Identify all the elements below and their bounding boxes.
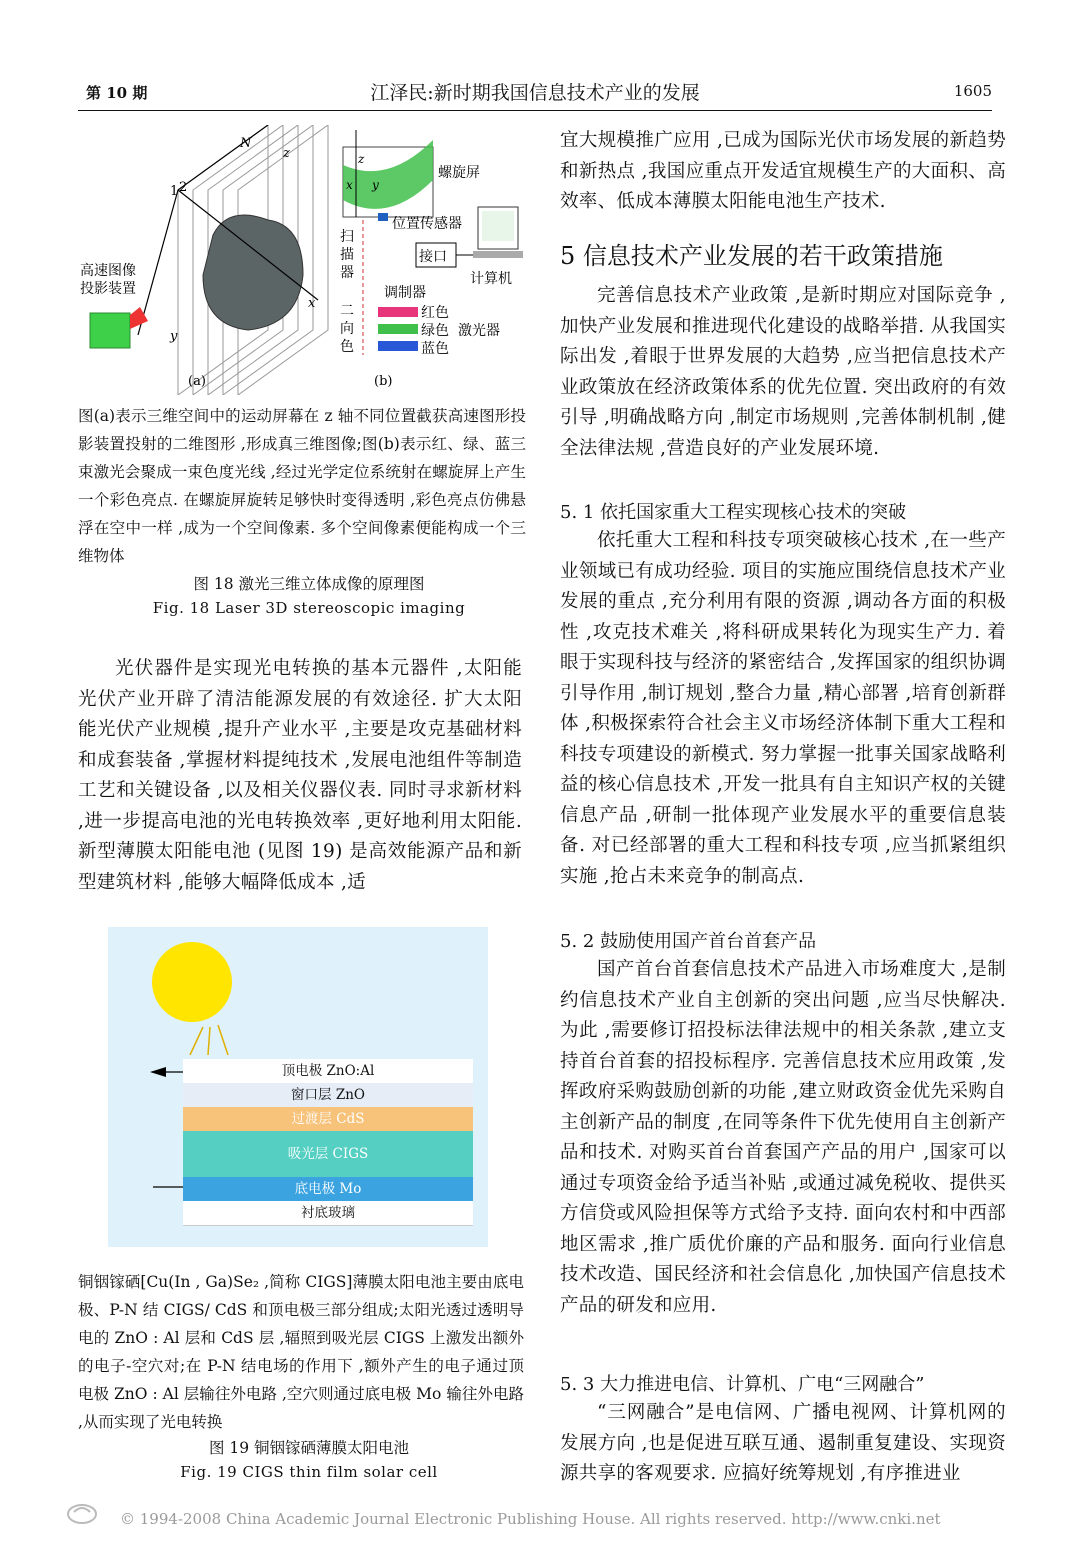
figure-19-title-cn: 图 19 铜铟镓硒薄膜太阳电池 (208, 1439, 410, 1457)
right-continuation: 宜大规模推广应用 ,已成为国际光伏市场发展的新趋势和新热点 ,我国应重点开发适宜规模生产的大面积、高效率、低成本薄膜太阳能电池生产技术. (560, 130, 1006, 212)
header-rule (78, 110, 992, 111)
axis-z-label-a: z (283, 146, 290, 161)
axis-y-label-a: y (170, 329, 178, 344)
figure-19-caption: 铜铟镓硒[Cu(In , Ga)Se₂ ,简称 CIGS]薄膜太阳电池主要由底电极、P-N 结 CIGS/ CdS 和顶电极三部分组成;太阳光透过透明导电的 ZnO : Al 层和 CdS 层 ,辐照到吸光层 CIGS 上激发出额外的电子-空穴对;在 P-N 结电场的作用下 ,额外产生的电子通过顶电极 ZnO : Al 层输往外电路 ,空穴则通过底电极 Mo 输往外电路 ,从而实现了光电转换 (78, 1273, 524, 1431)
dichroic-label-3: 色 (340, 339, 354, 355)
dichroic-label-1: 二 (340, 303, 354, 319)
helix-label: 螺旋屏 (438, 165, 480, 181)
label-1: 1 (170, 184, 179, 199)
layer-5: 底电极 Mo (183, 1177, 473, 1202)
projector-box (90, 313, 130, 348)
red-label: 红色 (421, 305, 449, 321)
publisher-logo (60, 1500, 104, 1530)
projector-label-line2: 投影装置 (80, 281, 136, 297)
keyboard-icon (473, 251, 523, 258)
section-5-3-paragraph: “三网融合”是电信网、广播电视网、计算机网的发展方向 ,也是促进互联互通、遏制重复建设、实现资源共享的客观要求. 应搞好统筹规划 ,有序推进业 (560, 1402, 1006, 1484)
label-2: 2 (179, 180, 188, 195)
scanner-label-3: 器 (340, 265, 354, 281)
axis-y-label-b: y (372, 178, 379, 192)
layer-3: 过渡层 CdS (183, 1107, 473, 1132)
figure-19-diagram (108, 927, 488, 1247)
computer-label: 计算机 (470, 271, 512, 287)
red-laser-icon (378, 307, 418, 317)
layer-1: 顶电极 ZnO:Al (183, 1059, 473, 1084)
page-number: 1605 (953, 82, 992, 100)
layer-6: 衬底玻璃 (183, 1201, 473, 1226)
section-5-heading: 5 信息技术产业发展的若干政策措施 (560, 242, 943, 270)
section-5-1-paragraph: 依托重大工程和科技专项突破核心技术 ,在一些产业领域已有成功经验. 项目的实施应围绕信息技术产业发展的重点 ,充分利用有限的资源 ,调动各方面的积极性 ,攻克技术难关 ,将科研成果转化为现实生产力. 着眼于实现科技与经济的紧密结合 ,发挥国家的组织协调引导作用 ,制订规划 ,整合力量 ,精心部署 ,培育创新群体 ,积极探索符合社会主义市场经济体制下重大工程和科技专项建设的新模式. 努力掌握一批事关国家战略利益的核心信息技术 ,开发一批具有自主知识产权的关键信息产品 ,研制一批体现产业发展水平的重要信息装备. 对已经部署的重大工程和科技专项 ,应当抓紧组织实施 ,抢占未来竞争的制高点. (560, 530, 1006, 887)
figure-18-diagram (78, 125, 540, 395)
section-5-2-paragraph: 国产首台首套信息技术产品进入市场难度大 ,是制约信息技术产业自主创新的突出问题 ,应当尽快解决. 为此 ,需要修订招投标法律法规中的相关条款 ,建立支持首台首套的招投标程序. 完善信息技术应用政策 ,发挥政府采购鼓励创新的功能 ,建立财政资金优先采购自主创新产品的制度 ,在同等条件下优先使用自主创新产品和技术. 对购买首台首套国产产品的用户 ,国家可以通过专项资金给予适当补贴 ,或通过减免税收、提供买方信贷或风险担保等方式给予支持. 面向农村和中西部地区需求 ,推广质优价廉的产品和服务. 面向行业信息技术改造、国民经济和社会信息化 ,加快国产信息技术产品的研发和应用. (560, 959, 1006, 1316)
blue-laser-icon (378, 341, 418, 351)
projector-label-line1: 高速图像 (80, 263, 136, 279)
axis-x-label-b: x (346, 178, 353, 192)
figure-18-title-en: Fig. 18 Laser 3D stereoscopic imaging (152, 599, 466, 617)
green-laser-icon (378, 324, 418, 334)
helix-screen (343, 130, 433, 217)
sensor-icon (378, 213, 388, 221)
scanner-label-2: 描 (340, 247, 354, 263)
axis-z-label-b: z (358, 152, 365, 166)
section-5-2-heading: 5. 2 鼓励使用国产首台首套产品 (560, 931, 817, 952)
figure-18-title-cn: 图 18 激光三维立体成像的原理图 (193, 575, 425, 593)
green-label: 绿色 (421, 323, 449, 339)
modulator-label: 调制器 (384, 285, 426, 301)
laser-label: 激光器 (458, 323, 500, 339)
scanner-label-1: 扫 (340, 229, 354, 245)
sensor-label: 位置传感器 (392, 216, 462, 232)
subfig-a-label: (a) (188, 374, 206, 389)
figure-19-title-en: Fig. 19 CIGS thin film solar cell (180, 1463, 438, 1481)
blue-label: 蓝色 (421, 341, 449, 357)
running-title: 江泽民:新时期我国信息技术产业的发展 (370, 82, 700, 104)
axis-n-label: N (240, 136, 252, 151)
interface-label: 接口 (419, 249, 447, 265)
volumetric-object (203, 215, 303, 330)
figure-18-caption: 图(a)表示三维空间中的运动屏幕在 z 轴不同位置截获高速图形投影装置投射的二维图形 ,形成真三维图像;图(b)表示红、绿、蓝三束激光会聚成一束色度光线 ,经过光学定位系统射在螺旋屏上产生一个彩色亮点. 在螺旋屏旋转足够快时变得透明 ,彩色亮点仿佛悬浮在空中一样 ,成为一个空间像素. 多个空间像素便能构成一个三维物体 (78, 407, 526, 565)
axis-x-label-a: x (308, 296, 316, 311)
layer-2: 窗口层 ZnO (183, 1083, 473, 1108)
issue-number: 第 10 期 (86, 84, 148, 102)
subfig-b-label: (b) (374, 374, 393, 389)
copyright-footer: © 1994-2008 China Academic Journal Electronic Publishing House. All rights reserved. http://www.cnki.net (120, 1510, 941, 1528)
section-5-3-heading: 5. 3 大力推进电信、计算机、广电“三网融合” (560, 1374, 925, 1395)
left-body-paragraph: 光伏器件是实现光电转换的基本元器件 ,太阳能光伏产业开辟了清洁能源发展的有效途径. 扩大太阳能光伏产业规模 ,提升产业水平 ,主要是攻克基础材料和成套装备 ,掌握材料提纯技术 ,发展电池组件等制造工艺和关键设备 ,以及相关仪器仪表. 同时寻求新材料 ,进一步提高电池的光电转换效率 ,更好地利用太阳能. 新型薄膜太阳能电池 (见图 19) 是高效能源产品和新型建筑材料 ,能够大幅降低成本 ,适 (78, 658, 522, 893)
layer-4: 吸光层 CIGS (183, 1131, 473, 1178)
section-5-paragraph: 完善信息技术产业政策 ,是新时期应对国际竞争 ,加快产业发展和推进现代化建设的战略举措. 从我国实际出发 ,着眼于世界发展的大趋势 ,应当把信息技术产业政策放在经济政策体系的优先位置. 突出政府的有效引导 ,明确战略方向 ,制定市场规则 ,完善体制机制 ,健全法律法规 ,营造良好的产业发展环境. (560, 285, 1006, 459)
dichroic-label-2: 向 (340, 321, 354, 337)
section-5-1-heading: 5. 1 依托国家重大工程实现核心技术的突破 (560, 502, 907, 523)
running-header (78, 78, 992, 110)
computer-screen-icon (482, 211, 514, 241)
